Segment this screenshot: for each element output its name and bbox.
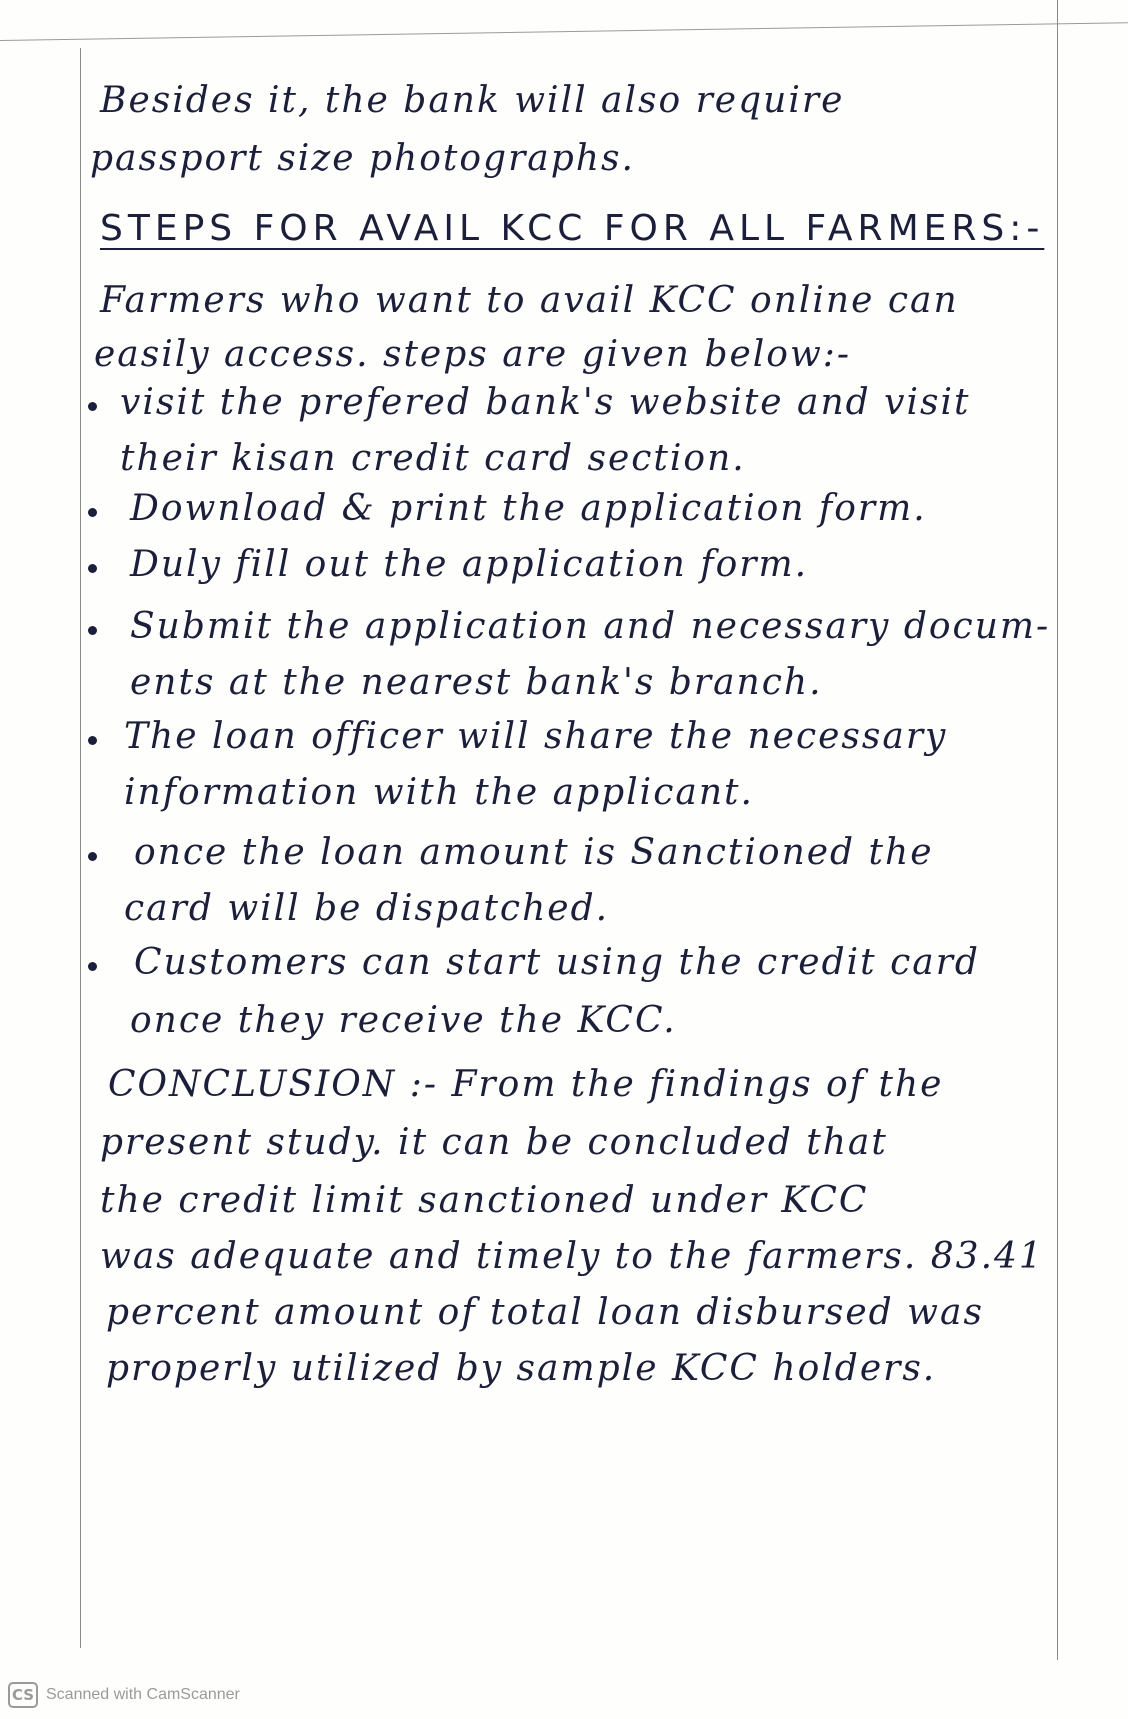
list-item-continuation: information with the applicant. xyxy=(124,772,754,813)
list-item-continuation: once they receive the KCC. xyxy=(130,1000,677,1041)
text-line: was adequate and timely to the farmers. 83.41 xyxy=(100,1236,1044,1277)
page-top-edge xyxy=(0,22,1128,41)
camscanner-logo-icon: CS xyxy=(8,1682,38,1708)
text-line: present study. it can be concluded that xyxy=(100,1122,888,1163)
bullet-dot xyxy=(88,736,97,745)
text-line: properly utilized by sample KCC holders. xyxy=(106,1348,937,1389)
bullet-dot xyxy=(88,626,97,635)
list-item: Submit the application and necessary docum- xyxy=(130,606,1051,647)
text-line: Farmers who want to avail KCC online can xyxy=(100,280,959,321)
list-item: once the loan amount is Sanctioned the xyxy=(134,832,934,873)
list-item: Duly fill out the application form. xyxy=(130,544,809,585)
text-line: passport size photographs. xyxy=(90,138,635,179)
list-item: Download & print the application form. xyxy=(130,488,927,529)
list-item-continuation: ents at the nearest bank's branch. xyxy=(130,662,823,703)
bullet-dot xyxy=(88,564,97,573)
list-item: The loan officer will share the necessary xyxy=(124,716,948,757)
list-item: Customers can start using the credit card xyxy=(134,942,980,983)
left-margin-line xyxy=(80,48,81,1648)
list-item-continuation: their kisan credit card section. xyxy=(120,438,746,479)
section-heading-steps: STEPS FOR AVAIL KCC FOR ALL FARMERS:- xyxy=(100,208,1045,249)
watermark-text: Scanned with CamScanner xyxy=(46,1686,240,1703)
list-item-continuation: card will be dispatched. xyxy=(124,888,610,929)
text-line: the credit limit sanctioned under KCC xyxy=(100,1180,869,1221)
scanner-watermark xyxy=(8,1680,240,1710)
bullet-dot xyxy=(88,962,97,971)
text-line: percent amount of total loan disbursed was xyxy=(106,1292,984,1333)
text-line: easily access. steps are given below:- xyxy=(94,334,852,375)
text-line: Besides it, the bank will also require xyxy=(100,80,845,121)
bullet-dot xyxy=(88,402,97,411)
conclusion-line: CONCLUSION :- From the findings of the xyxy=(108,1064,944,1105)
right-margin-line xyxy=(1057,0,1058,1660)
bullet-dot xyxy=(88,508,97,517)
list-item: visit the prefered bank's website and visit xyxy=(120,382,971,423)
bullet-dot xyxy=(88,852,97,861)
